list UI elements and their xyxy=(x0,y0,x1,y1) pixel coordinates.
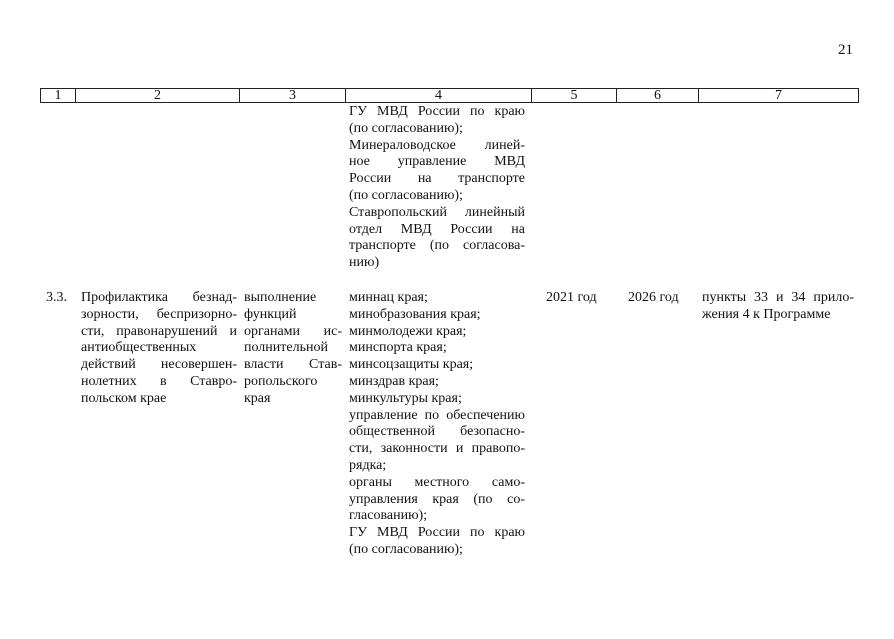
text-line: (по согласованию); xyxy=(349,541,463,557)
text-line: отдел МВД России на xyxy=(349,221,525,237)
text-line: транспорте (по согласова- xyxy=(349,238,525,254)
page-number: 21 xyxy=(838,42,853,58)
text-line: (по согласованию); xyxy=(349,187,463,203)
text-line: России на транспорте xyxy=(349,171,525,187)
header-cell-4: 4 xyxy=(346,89,532,102)
header-cell-1: 1 xyxy=(41,89,76,102)
text-line: миннац края; xyxy=(349,290,428,305)
text-line: гласованию); xyxy=(349,508,428,524)
row-col6-end-year: 2026 год xyxy=(628,290,679,305)
row-col4-executors xyxy=(349,290,525,559)
text-line: ное управление МВД xyxy=(349,154,525,170)
text-line: управление по обеспечению xyxy=(349,407,525,423)
table-header-row xyxy=(40,88,859,103)
row-number: 3.3. xyxy=(46,290,67,305)
text-line: антиобщественных xyxy=(81,340,197,356)
text-line: функций xyxy=(244,306,297,322)
text-line: (по согласованию); xyxy=(349,120,463,136)
text-line: действий несовершен- xyxy=(81,357,237,373)
text-line: общественной безопасно- xyxy=(349,424,525,440)
text-line: выполнение xyxy=(244,290,317,305)
header-cell-6: 6 xyxy=(617,89,699,102)
text-line: сти, законности и правопо- xyxy=(349,441,525,457)
text-line: пункты 33 и 34 прило- xyxy=(702,290,854,305)
text-line: ропольского xyxy=(244,373,318,389)
text-line: органами ис- xyxy=(244,323,342,339)
header-cell-3: 3 xyxy=(240,89,346,102)
text-line: края xyxy=(244,390,271,406)
text-line: сти, правонарушений и xyxy=(81,323,237,339)
text-line: ГУ МВД России по краю xyxy=(349,525,525,541)
text-line: минобразования края; xyxy=(349,306,481,322)
text-line: зорности, беспризорно- xyxy=(81,306,237,322)
text-line: минкультуры края; xyxy=(349,390,462,406)
text-line: рядка; xyxy=(349,457,387,473)
text-line: Минераловодское линей- xyxy=(349,137,525,153)
row-col5-start-year: 2021 год xyxy=(546,290,597,305)
row-col3-type xyxy=(244,290,342,408)
text-line: минмолодежи края; xyxy=(349,323,467,339)
row-col2-measure-name xyxy=(81,290,237,408)
text-line: минсоцзащиты края; xyxy=(349,357,474,373)
text-line: нолетних в Ставро- xyxy=(81,373,237,389)
text-line: жения 4 к Программе xyxy=(702,306,831,322)
text-line: полнительной xyxy=(244,340,328,356)
text-line: минздрав края; xyxy=(349,373,439,389)
text-line: польском крае xyxy=(81,390,167,406)
header-cell-2: 2 xyxy=(76,89,240,102)
text-line: нию) xyxy=(349,255,380,271)
text-line: Ставропольский линейный xyxy=(349,204,525,220)
header-cell-5: 5 xyxy=(532,89,617,102)
header-cell-7: 7 xyxy=(775,88,782,103)
text-line: управления края (по со- xyxy=(349,491,525,507)
text-line: минспорта края; xyxy=(349,340,447,356)
continuation-col4 xyxy=(349,104,525,272)
text-line: ГУ МВД России по краю xyxy=(349,104,525,119)
row-col7-reference xyxy=(702,290,854,324)
text-line: органы местного само- xyxy=(349,474,525,490)
text-line: власти Став- xyxy=(244,357,342,373)
text-line: Профилактика безнад- xyxy=(81,290,237,305)
